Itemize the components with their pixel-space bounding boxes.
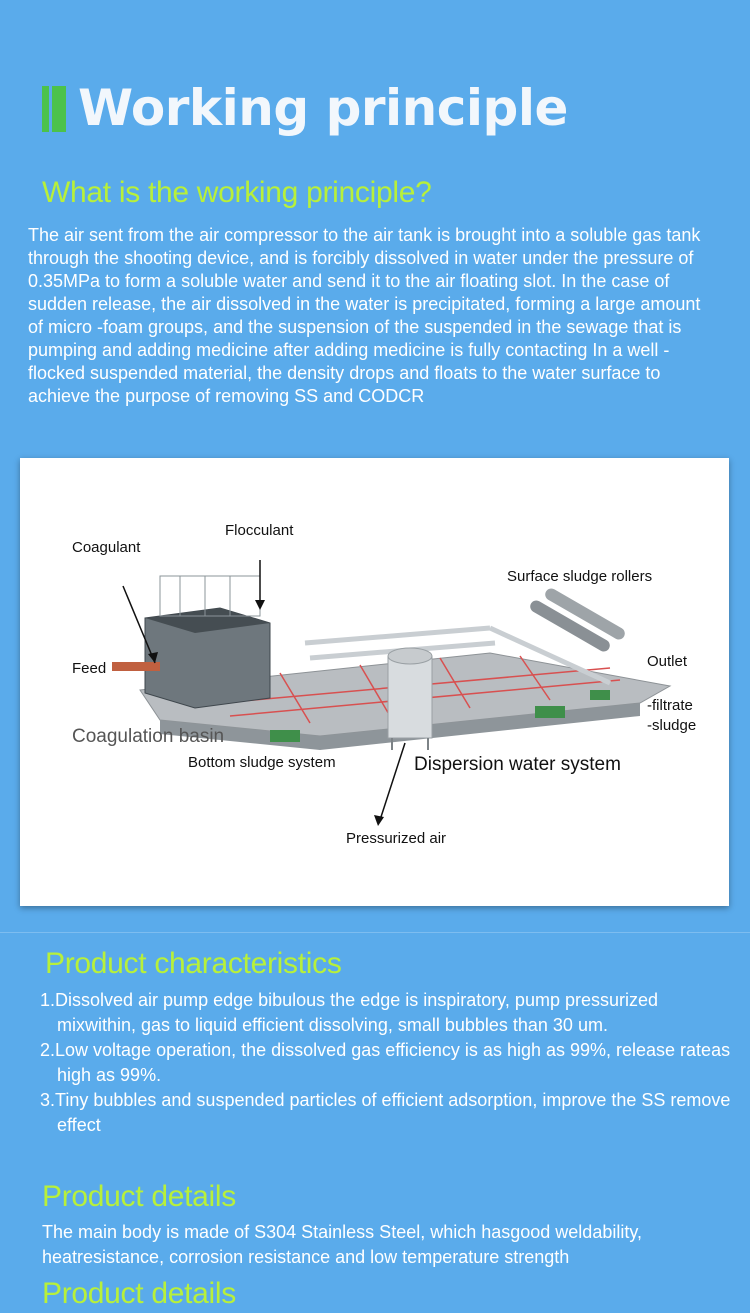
- details-text: The main body is made of S304 Stainless Steel, which hasgood weldability, heatresistance, corrosion resistance and low temperature strength: [42, 1222, 643, 1267]
- label-surface-sludge-rollers: Surface sludge rollers: [507, 568, 653, 585]
- working-principle-text: The air sent from the air compressor to the air tank is brought into a soluble gas tank through the shooting device, and is forcibly dissolved in water under the pressure of 0.35MPa to form a soluble water and send it to the air floating slot. In the case of sudden release, the air dissolved in the water is precipitated, forming a large amount of micro -foam groups, and the suspension of the suspended in the sewage that is pumping and adding medicine after adding medicine is fully contacting In a well -flocked suspended material, the density drops and floats to the water surface to achieve the purpose of removing SS and CODCR: [28, 225, 701, 406]
- label-filtrate: -filtrate: [647, 697, 693, 714]
- label-outlet: Outlet: [647, 653, 688, 670]
- label-coagulant: Coagulant: [72, 539, 141, 556]
- characteristics-list: [40, 988, 740, 1138]
- list-item: 1.Dissolved air pump edge bibulous the edge is inspiratory, pump pressurized mixwithin, gas to liquid efficient dissolving, small bubbles than 30 um.: [40, 990, 659, 1035]
- label-coagulation-basin: Coagulation basin: [72, 726, 225, 747]
- section-divider: [0, 932, 750, 933]
- process-diagram-drawing: [20, 458, 729, 906]
- characteristics-heading: Product characteristics: [45, 947, 342, 980]
- label-flocculant: Flocculant: [225, 522, 294, 539]
- details-heading: Product details: [42, 1180, 236, 1213]
- label-sludge: -sludge: [647, 717, 697, 734]
- details-heading-2: Product details: [42, 1277, 236, 1310]
- label-pressurized-air: Pressurized air: [346, 830, 447, 847]
- label-bottom-sludge-system: Bottom sludge system: [188, 754, 336, 771]
- list-item: 2.Low voltage operation, the dissolved gas efficiency is as high as 99%, release rateas high as 99%.: [40, 1040, 731, 1085]
- title-accent-bars: [42, 86, 66, 132]
- list-item: 3.Tiny bubbles and suspended particles of efficient adsorption, improve the SS remove effect: [40, 1090, 731, 1135]
- process-diagram: [20, 458, 729, 906]
- label-feed: Feed: [72, 660, 107, 677]
- page-title: Working principle: [78, 79, 568, 137]
- label-dispersion-water-system: Dispersion water system: [414, 754, 621, 775]
- working-principle-heading: What is the working principle?: [42, 176, 432, 209]
